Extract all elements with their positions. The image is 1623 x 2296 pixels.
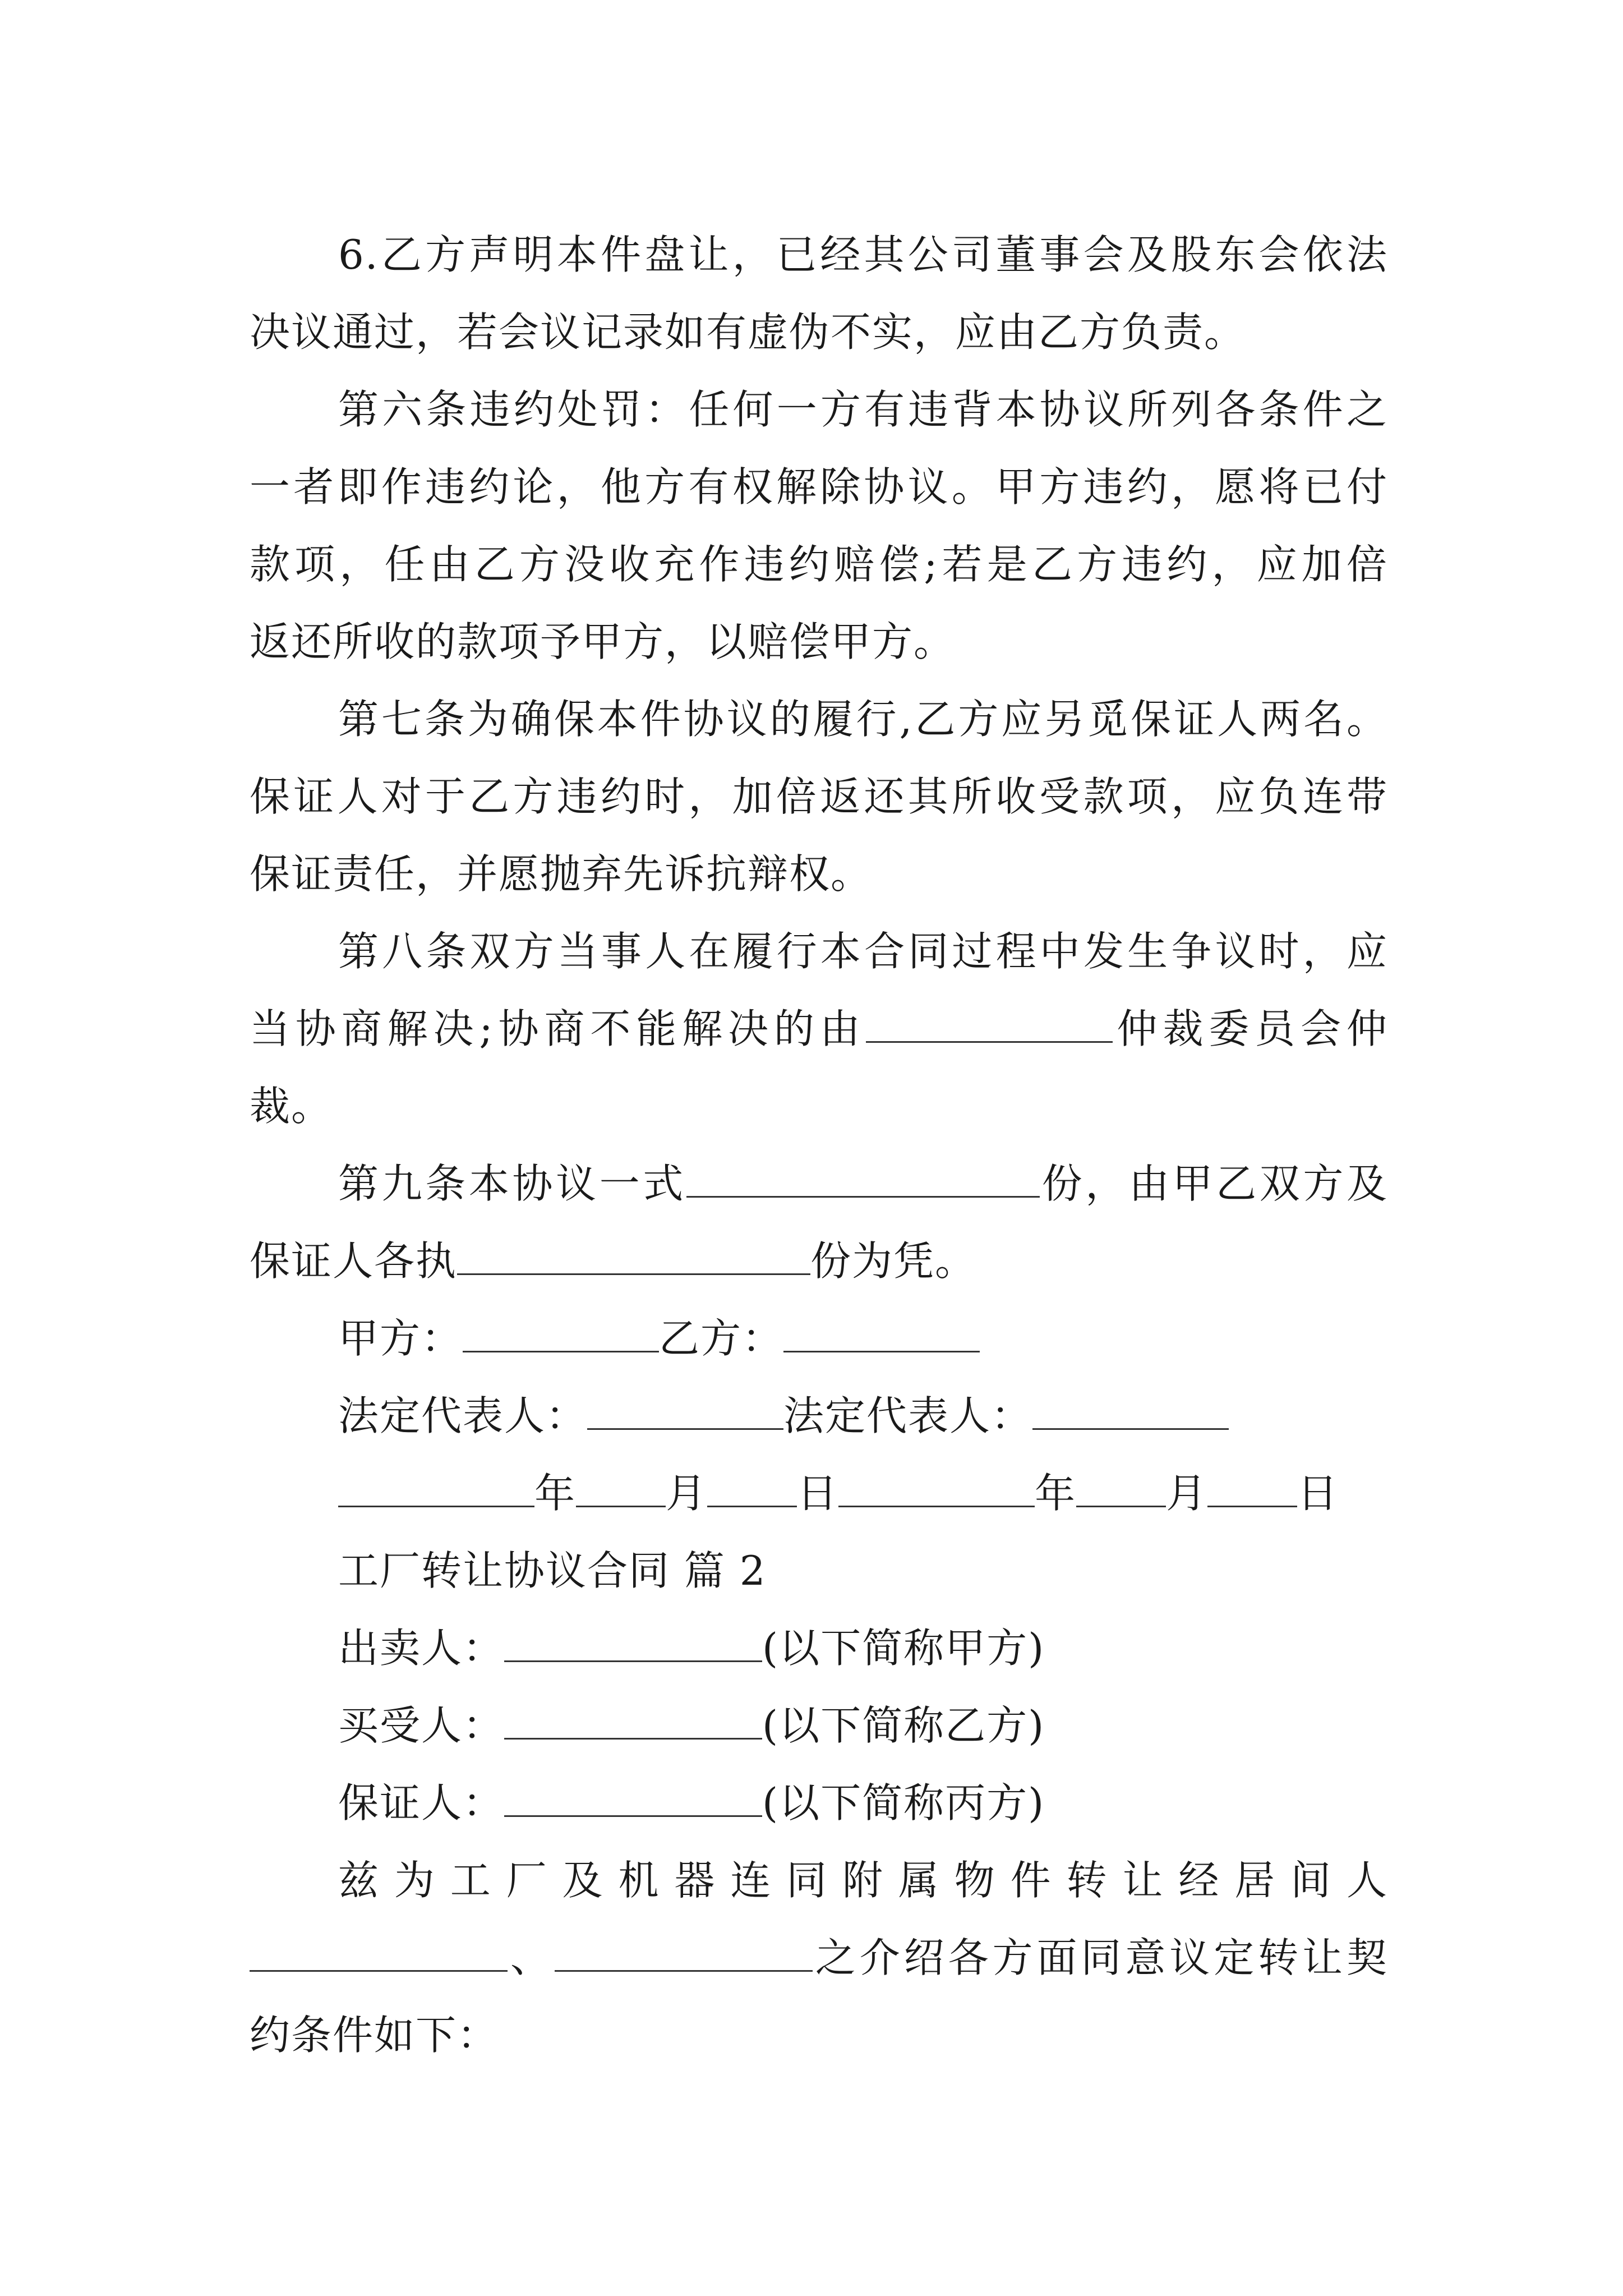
buyer-label: 买受人：	[338, 1702, 505, 1749]
signature-line-parties	[250, 1300, 1388, 1377]
year-label: 年	[1035, 1470, 1077, 1517]
paragraph-line: 一者即作违约论，他方有权解除协议。甲方违约，愿将已付	[250, 463, 1388, 510]
clause-text: 份，由甲乙双方及	[1040, 1160, 1388, 1207]
signature-line-representatives	[250, 1377, 1388, 1455]
day-a-blank	[707, 1472, 797, 1507]
paragraph-line: 第七条为确保本件协议的履行,乙方应另觅保证人两名。	[338, 696, 1388, 743]
intermediary-a-blank	[250, 1936, 508, 1972]
party-a-blank	[463, 1317, 659, 1352]
clause-text: 之介绍各方面同意议定转让契	[812, 1934, 1388, 1981]
seller-line	[250, 1609, 1388, 1687]
year-label: 年	[534, 1470, 577, 1517]
guarantor-note: (以下简称丙方)	[762, 1779, 1045, 1826]
paragraph-line: 第六条违约处罚：任何一方有违背本协议所列各条件之	[338, 386, 1388, 433]
paragraph-line	[250, 990, 1388, 1068]
party-a-label: 甲方：	[338, 1315, 463, 1362]
day-label: 日	[797, 1470, 839, 1517]
intermediary-b-blank	[555, 1936, 813, 1972]
arbitration-blank	[866, 1007, 1113, 1043]
paragraph-line	[250, 1222, 1388, 1300]
month-label: 月	[666, 1470, 708, 1517]
buyer-note: (以下简称乙方)	[762, 1702, 1045, 1749]
seller-blank	[504, 1627, 762, 1662]
guarantor-line	[250, 1764, 1388, 1842]
paragraph-line: 保证责任，并愿抛弃先诉抗辩权。	[250, 850, 873, 898]
paragraph-line: 裁。	[250, 1083, 333, 1130]
rep-a-blank	[587, 1395, 783, 1430]
date-a-blank	[338, 1472, 534, 1507]
section-title: 工厂转让协议合同 篇 2	[338, 1547, 767, 1594]
signature-line-dates	[250, 1455, 1388, 1532]
clause-text: 当协商解决;协商不能解决的由	[250, 1005, 866, 1052]
clause-text: 仲裁委员会仲	[1112, 1005, 1388, 1052]
party-b-blank	[783, 1317, 980, 1352]
paragraph-line: 兹为工厂及机器连同附属物件转让经居间人	[338, 1857, 1388, 1904]
seller-label: 出卖人：	[338, 1625, 505, 1672]
guarantor-label: 保证人：	[338, 1779, 505, 1826]
copies-each-blank	[457, 1240, 810, 1275]
clause-text: 、	[508, 1934, 555, 1981]
paragraph-line: 6.乙方声明本件盘让，已经其公司董事会及股东会依法	[338, 231, 1388, 278]
paragraph-line	[250, 1145, 1388, 1222]
rep-a-label: 法定代表人：	[338, 1392, 588, 1439]
date-b-blank	[838, 1472, 1035, 1507]
month-a-blank	[576, 1472, 666, 1507]
clause-text: 份为凭。	[810, 1237, 977, 1285]
month-b-blank	[1076, 1472, 1166, 1507]
party-b-label: 乙方：	[659, 1315, 784, 1362]
paragraph-line	[250, 1919, 1388, 1996]
paragraph-line: 决议通过，若会议记录如有虚伪不实，应由乙方负责。	[250, 309, 1246, 356]
paragraph-line: 保证人对于乙方违约时，加倍返还其所收受款项，应负连带	[250, 773, 1388, 820]
buyer-line	[250, 1687, 1388, 1764]
guarantor-blank	[504, 1782, 762, 1817]
day-label: 日	[1297, 1470, 1339, 1517]
clause-text: 保证人各执	[250, 1237, 458, 1285]
rep-b-label: 法定代表人：	[783, 1392, 1033, 1439]
day-b-blank	[1207, 1472, 1297, 1507]
buyer-blank	[504, 1704, 762, 1740]
seller-note: (以下简称甲方)	[762, 1625, 1045, 1672]
paragraph-line: 款项，任由乙方没收充作违约赔偿;若是乙方违约，应加倍	[250, 541, 1388, 588]
copies-blank	[686, 1162, 1040, 1198]
paragraph-line: 第八条双方当事人在履行本合同过程中发生争议时，应	[338, 928, 1388, 975]
paragraph-line: 约条件如下：	[250, 2012, 499, 2059]
month-label: 月	[1166, 1470, 1208, 1517]
rep-b-blank	[1032, 1395, 1229, 1430]
document-body	[250, 216, 1388, 2074]
clause-text: 第九条本协议一式	[338, 1160, 686, 1207]
paragraph-line: 返还所收的款项予甲方，以赔偿甲方。	[250, 618, 956, 665]
